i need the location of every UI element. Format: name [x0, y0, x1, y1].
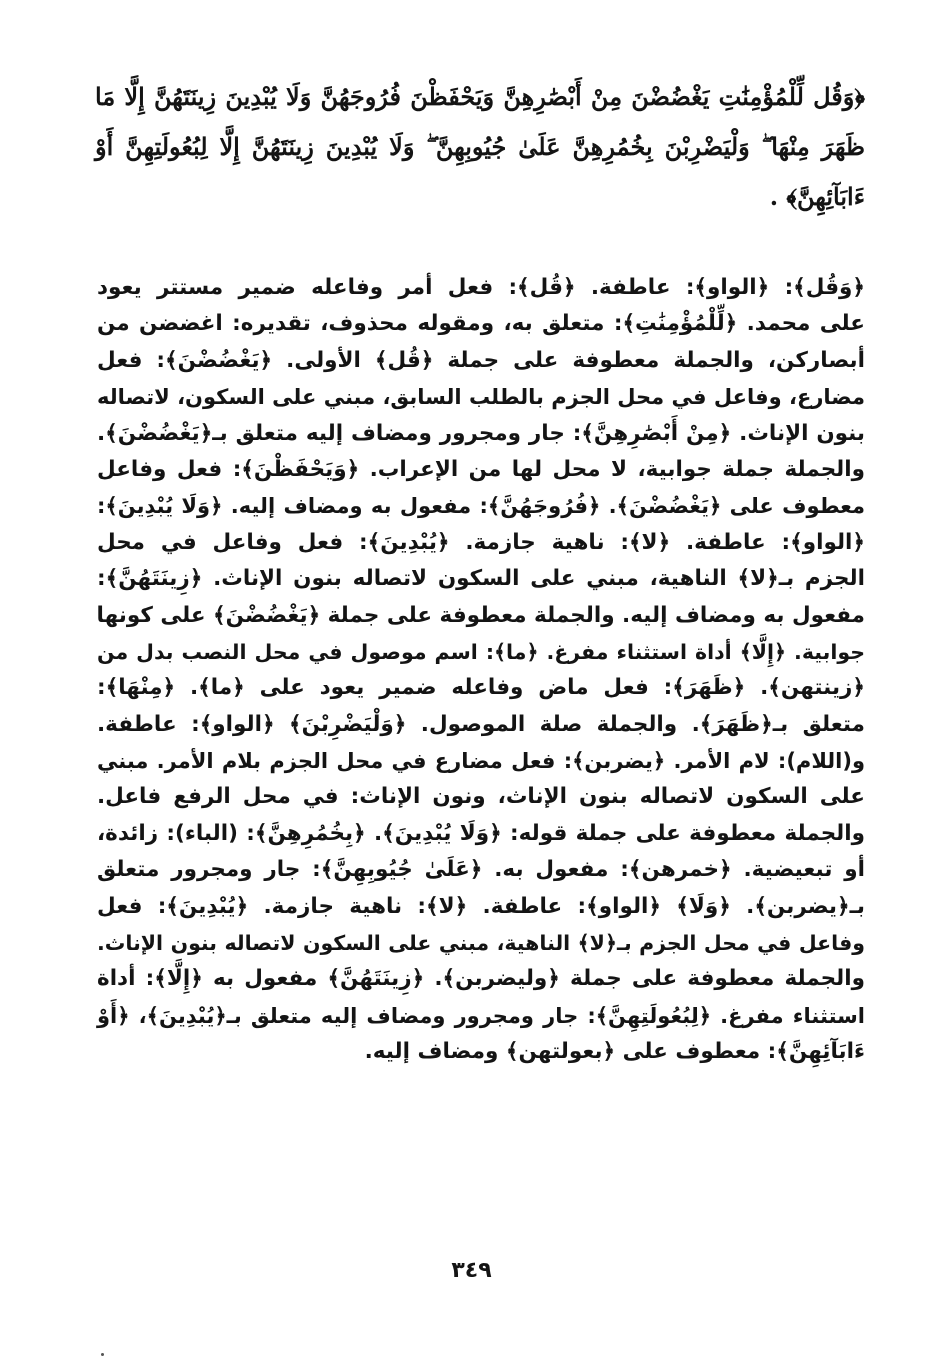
commentary-line: والجملة معطوفة على جملة قوله: ﴿وَلَا يُبْدِينَ﴾. ﴿بِخُمُرِهِنَّ﴾: (الباء): زائدة،: [97, 820, 865, 846]
commentary-line: الجزم بـ﴿لا﴾ الناهية، مبني على السكون لاتصاله بنون الإناث. ﴿زِينَتَهُنَّ﴾:: [97, 566, 865, 592]
commentary-line: ﴿زينتهن﴾. ﴿ظَهَرَ﴾: فعل ماض وفاعله ضمير يعود على ﴿ما﴾. ﴿مِنْهَا﴾:: [97, 675, 865, 701]
page-number: ٣٤٩: [451, 1258, 492, 1283]
commentary-line: ﴿الواو﴾: عاطفة. ﴿لا﴾: ناهية جازمة. ﴿يُبْدِينَ﴾: فعل وفاعل في محل: [97, 529, 865, 555]
commentary-line: والجملة معطوفة على جملة ﴿وليضربن﴾. ﴿زِينَتَهُنَّ﴾ مفعول به ﴿إِلَّا﴾: أداة: [97, 966, 865, 992]
commentary-line: استثناء مفرغ. ﴿لِبُعُولَتِهِنَّ﴾: جار ومجرور ومضاف إليه متعلق بـ﴿يُبْدِينَ﴾، ﴿أَوْ: [97, 1003, 865, 1028]
commentary-line: بـ﴿يضربن﴾. ﴿وَلَا﴾ ﴿الواو﴾: عاطفة. ﴿لا﴾: ناهية جازمة. ﴿يُبْدِينَ﴾: فعل: [97, 893, 865, 919]
commentary-line: على السكون لاتصاله بنون الإناث، ونون الإناث: في محل الرفع فاعل.: [97, 784, 865, 810]
commentary-line: جوابية. ﴿إِلَّا﴾ أداة استثناء مفرغ. ﴿ما﴾: اسم موصول في محل النصب بدل من: [97, 639, 865, 664]
commentary-line: بنون الإناث. ﴿مِنْ أَبْصَٰرِهِنَّ﴾: جار ومجرور ومضاف إليه متعلق بـ﴿يَغْضُضْنَ﴾.: [97, 420, 865, 446]
commentary-line: على محمد. ﴿لِّلْمُؤْمِنَٰتِ﴾: متعلق به، ومقوله محذوف، تقديره: اغضضن من: [97, 311, 865, 337]
scan-speck: [101, 1353, 104, 1356]
commentary-body: [97, 270, 865, 1071]
commentary-line: أو تبعيضية. ﴿خمرهن﴾: مفعول به. ﴿عَلَىٰ جُيُوبِهِنَّ﴾: جار ومجرور متعلق: [97, 857, 865, 883]
commentary-line: ءَابَآئِهِنَّ﴾: معطوف على ﴿بعولتهن﴾ ومضاف إليه.: [364, 1039, 865, 1065]
commentary-line: و(اللام): لام الأمر. ﴿يضربن﴾: فعل مضارع في محل الجزم بلام الأمر. مبني: [97, 749, 865, 774]
commentary-line: أبصاركن، والجملة معطوفة على جملة ﴿قُل﴾ الأولى. ﴿يَغْضُضْنَ﴾: فعل: [97, 347, 865, 373]
commentary-line: مضارع، وفاعل في محل الجزم بالطلب السابق، مبني على السكون، لاتصاله: [97, 385, 865, 410]
commentary-line: مفعول به ومضاف إليه. والجملة معطوفة على جملة ﴿يَغْضُضْنَ﴾ على كونها: [96, 602, 865, 628]
commentary-line: والجملة جملة جوابية، لا محل لها من الإعراب. ﴿وَيَحْفَظْنَ﴾: فعل وفاعل: [97, 456, 865, 482]
commentary-line: متعلق بـ﴿ظَهَرَ﴾. والجملة صلة الموصول. ﴿وَلْيَضْرِبْنَ﴾ ﴿الواو﴾: عاطفة.: [97, 711, 865, 737]
commentary-line: ﴿وَقُل﴾: ﴿الواو﴾: عاطفة. ﴿قُل﴾: فعل أمر وفاعله ضمير مستتر يعود: [97, 275, 865, 300]
commentary-line: وفاعل في محل الجزم بـ﴿لا﴾ الناهية، مبني على السكون لاتصاله بنون الإناث.: [97, 931, 865, 956]
commentary-line: معطوف على ﴿يَغْضُضْنَ﴾. ﴿فُرُوجَهُنَّ﴾: مفعول به ومضاف إليه. ﴿وَلَا يُبْدِينَ﴾:: [97, 494, 865, 519]
quran-verse: ﴿وَقُل لِّلْمُؤْمِنَٰتِ يَغْضُضْنَ مِنْ أَبْصَٰرِهِنَّ وَيَحْفَظْنَ فُرُوجَهُنَّ وَلَا يُبْدِينَ زِينَتَهُنَّ إِلَّا مَا ظَهَرَ مِنْهَا ۖ وَلْيَضْرِبْنَ بِخُمُرِهِنَّ عَلَىٰ جُيُوبِهِنَّ ۖ وَلَا يُبْدِينَ زِينَتَهُنَّ إِلَّا لِبُعُولَتِهِنَّ أَوْ ءَابَآئِهِنَّ﴾ .: [95, 82, 865, 211]
